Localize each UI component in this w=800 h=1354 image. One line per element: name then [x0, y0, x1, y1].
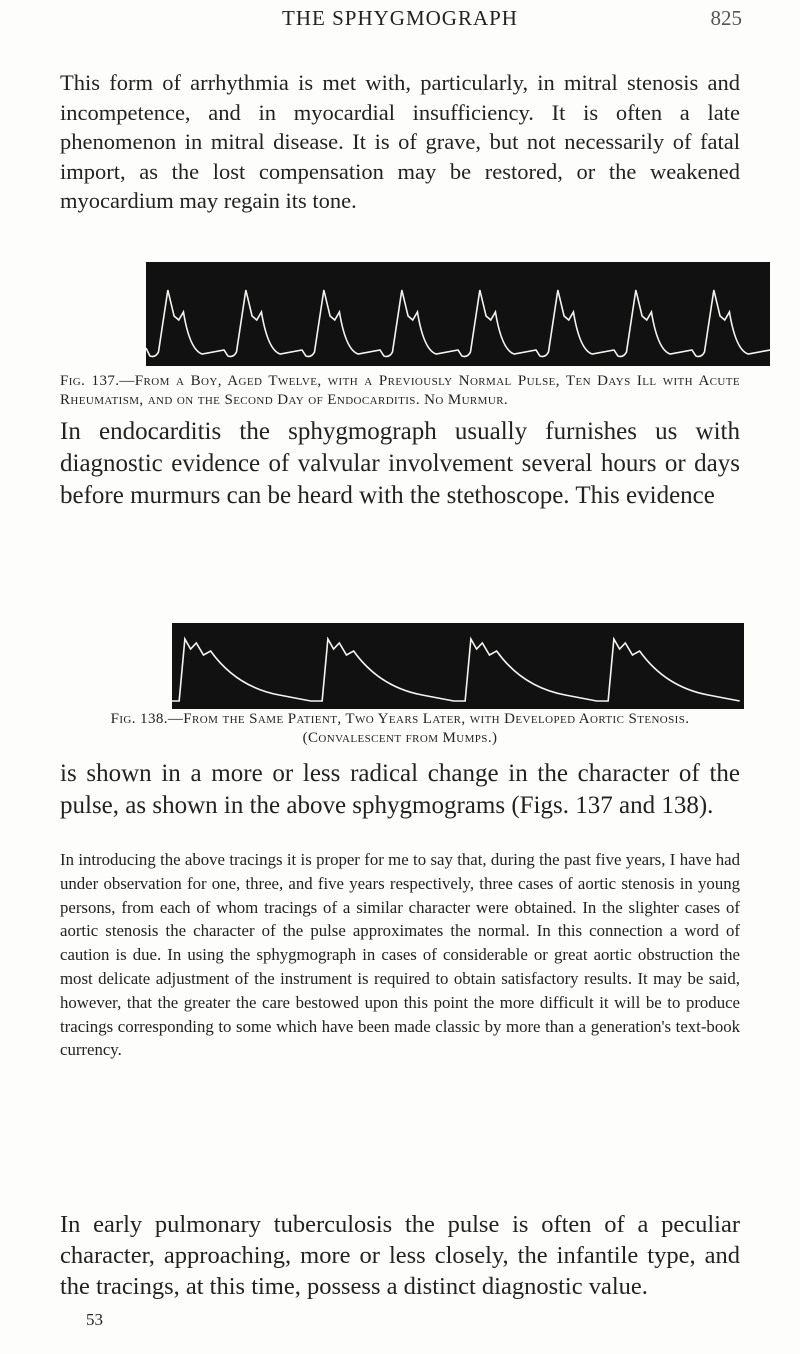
pulse-wave-line: [146, 290, 770, 357]
page-number-top: 825: [710, 6, 742, 30]
signature-mark: 53: [86, 1310, 103, 1329]
paragraph-pulse-change: is shown in a more or less radical change in the character of the pulse, as shown in the above sphygmograms (Figs. 137 and 138).: [60, 760, 740, 819]
pulse-wave-line: [172, 639, 740, 701]
running-head: [0, 6, 800, 36]
paragraph-endocarditis: In endocarditis the sphygmograph usually furnishes us with diagnostic evidence of valvular involvement several hours or days before murmurs can be heard with the stethoscope. This evidence: [60, 418, 740, 509]
sphygmogram-tracing-137: [146, 262, 770, 366]
paragraph-arrhythmia: This form of arrhythmia is met with, particularly, in mitral stenosis and incompetence, and in myocardial insufficiency. It is often a late phenomenon in mitral disease. It is of grave, but not necessarily of fatal import, as the lost compensation may be restored, or the weakened myocardium may regain its tone.: [60, 70, 740, 213]
sphygmogram-tracing-138: [172, 623, 744, 709]
paragraph-tuberculosis: In early pulmonary tuberculosis the pulse is often of a peculiar character, approaching, more or less closely, the infantile type, and the tracings, at this time, possess a distinct diagnostic value.: [60, 1211, 740, 1300]
running-title: THE SPHYGMOGRAPH: [282, 6, 518, 30]
figure-137-sphygmogram: [146, 262, 770, 366]
figure-137-caption: Fig. 137.—From a Boy, Aged Twelve, with a Previously Normal Pulse, Ten Days Ill with Acute Rheumatism, and on the Second Day of Endocarditis. No Murmur.: [60, 373, 740, 408]
paragraph-aortic-stenosis: In introducing the above tracings it is proper for me to say that, during the past five years, I have had under observation for one, three, and five years respectively, three cases of aortic stenosis in young persons, from each of whom tracings of a similar character were obtained. In the slighter cases of aortic stenosis the character of the pulse approximates the normal. In this connection a word of caution is due. In using the sphygmograph in cases of considerable or great aortic obstruction the most delicate adjustment of the instrument is required to obtain satisfactory results. It may be said, however, that the greater the care bestowed upon this point the more difficult it will be to produce tracings corresponding to some which have been made classic by more than a generation's text-book currency.: [60, 850, 740, 1060]
figure-138-sphygmogram: [172, 623, 744, 709]
figure-138-caption: Fig. 138.—From the Same Patient, Two Years Later, with Developed Aortic Stenosis. (Convalescent from Mumps.): [110, 711, 690, 746]
